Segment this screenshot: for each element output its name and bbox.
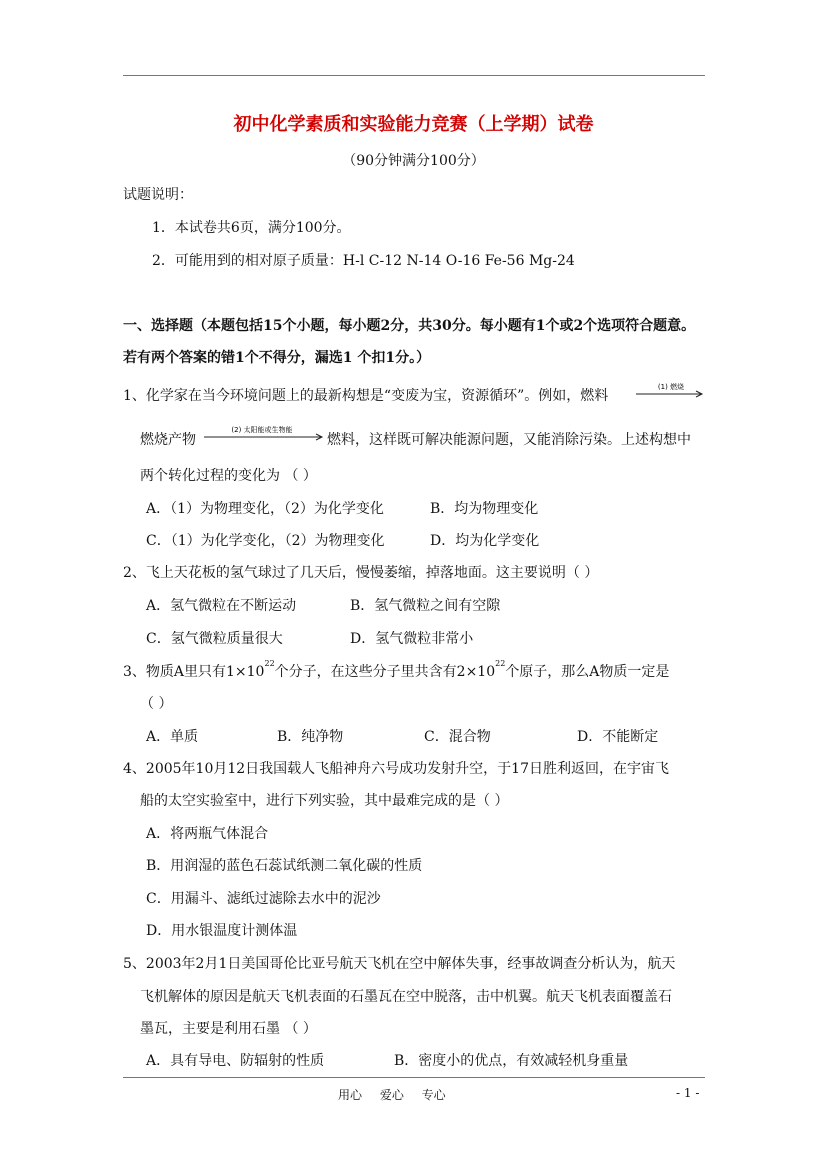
q2-option-a: A．氢气微粒在不断运动 (146, 598, 297, 614)
instruction-item-1: 1．本试卷共6页，满分100分。 (152, 220, 351, 236)
q4-option-c: C．用漏斗、滤纸过滤除去水中的泥沙 (146, 891, 381, 907)
arrow1-label: (1) 燃烧 (657, 383, 685, 391)
q1-option-c: C．（1）为化学变化，（2）为物理变化 (146, 533, 385, 549)
q3-part2: 个分子，在这些分子里共含有2×10 (274, 664, 496, 680)
q5-option-b: B．密度小的优点，有效减轻机身重量 (394, 1053, 629, 1069)
header-rule (123, 75, 705, 76)
q3-option-b: B．纯净物 (277, 729, 344, 745)
section1-heading-line2: 若有两个答案的错1个不得分，漏选1 个扣1分。） (123, 350, 431, 366)
q4-option-a: A．将两瓶气体混合 (146, 826, 269, 842)
arrow-combustion (636, 380, 706, 402)
q1-stem-line1: 1、化学家在当今环境问题上的最新构想是“变废为宝，资源循环”。例如，燃料 (123, 388, 609, 404)
q5-stem-line3: 墨瓦，主要是利用石墨 （ ） (140, 1021, 317, 1037)
page-title: 初中化学素质和实验能力竞赛（上学期）试卷 (233, 114, 594, 135)
q2-option-c: C．氢气微粒质量很大 (146, 631, 283, 647)
q1-stem-line2-end: 燃料，这样既可解决能源问题，又能消除污染。上述构想中 (327, 432, 691, 448)
page-number: - 1 - (676, 1086, 700, 1100)
q5-option-a: A．具有导电、防辐射的性质 (146, 1053, 325, 1069)
q3-part1: 3、物质A里只有1×10 (123, 664, 265, 680)
q1-stem-line2-start: 燃烧产物 (140, 432, 196, 448)
q5-stem-line2: 飞机解体的原因是航天飞机表面的石墨瓦在空中脱落，击中机翼。航天飞机表面覆盖石 (140, 989, 672, 1005)
q3-stem-line2: （ ） (140, 696, 173, 712)
q4-option-d: D．用水银温度计测体温 (146, 923, 298, 939)
q3-exponent-2: 22 (495, 659, 506, 668)
footer-rule (123, 1077, 705, 1078)
arrow2-label: (2) 太阳能或生物能 (231, 426, 293, 434)
q1-option-b: B．均为物理变化 (430, 501, 539, 517)
q2-option-d: D．氢气微粒非常小 (350, 631, 474, 647)
q4-option-b: B．用润湿的蓝色石蕊试纸测二氧化碳的性质 (146, 858, 423, 874)
q3-stem-line1 (123, 661, 669, 681)
q3-exponent-1: 22 (264, 659, 275, 668)
q5-stem-line1: 5、2003年2月1日美国哥伦比亚号航天飞机在空中解体失事，经事故调查分析认为，航天 (123, 956, 676, 972)
q1-stem-line3: 两个转化过程的变化为 （ ） (140, 468, 317, 484)
q2-option-b: B．氢气微粒之间有空隙 (350, 598, 501, 614)
page-subtitle: （90分钟满分100分） (342, 153, 485, 169)
q3-option-c: C．混合物 (424, 729, 491, 745)
instruction-item-2: 2．可能用到的相对原子质量：H-l C-12 N-14 O-16 Fe-56 Mg-24 (152, 253, 575, 269)
q3-option-a: A．单质 (146, 729, 199, 745)
q1-option-d: D．均为化学变化 (430, 533, 540, 549)
footer-motto: 用心 爱心 专心 (338, 1088, 446, 1102)
arrow-solar-bio (204, 423, 326, 445)
q3-part3: 个原子，那么A物质一定是 (505, 664, 670, 680)
section1-heading-line1: 一、选择题（本题包括15个小题，每小题2分，共30分。每小题有1个或2个选项符合题意。 (123, 318, 696, 334)
q2-stem: 2、飞上天花板的氢气球过了几天后，慢慢萎缩，掉落地面。这主要说明（ ） (123, 565, 599, 581)
q1-option-a: A．（1）为物理变化，（2）为化学变化 (146, 501, 384, 517)
q4-stem-line1: 4、2005年10月12日我国载人飞船神舟六号成功发射升空，于17日胜利返回，在宇宙飞 (123, 761, 669, 777)
q3-option-d: D．不能断定 (577, 729, 659, 745)
q4-stem-line2: 船的太空实验室中，进行下列实验，其中最难完成的是（ ） (140, 793, 509, 809)
instructions-heading: 试题说明： (123, 187, 193, 203)
